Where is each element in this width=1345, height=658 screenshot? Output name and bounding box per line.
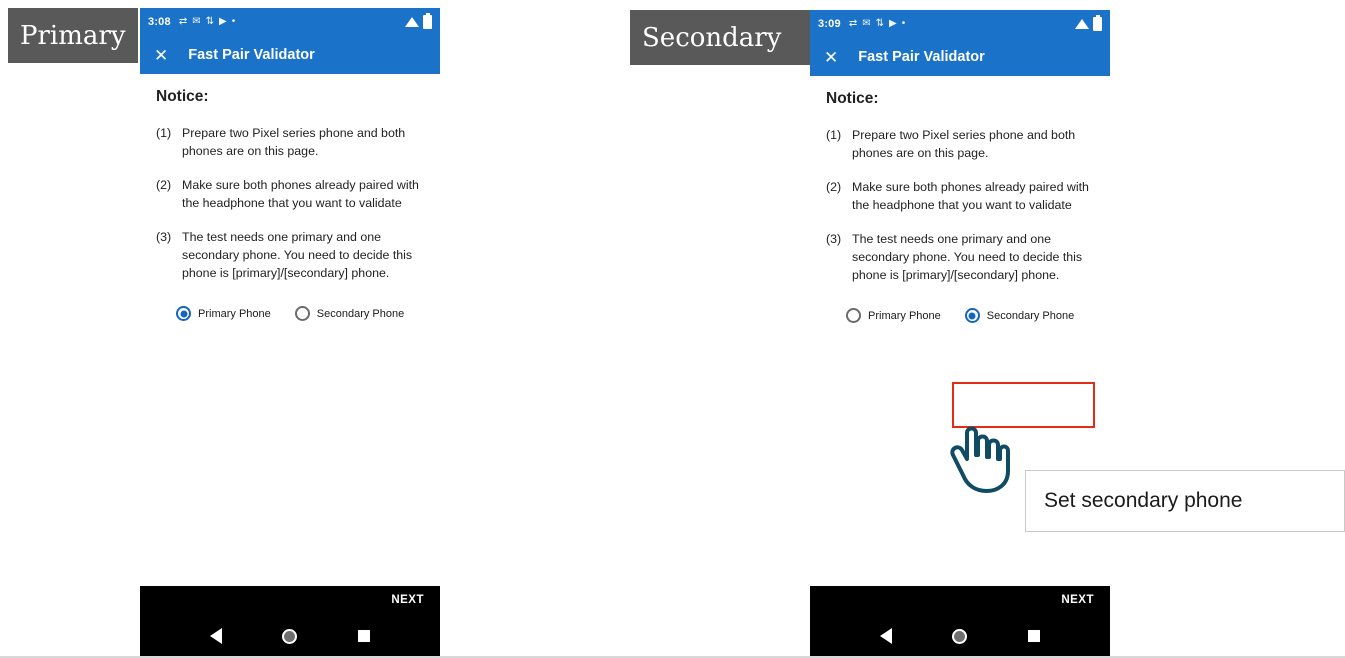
home-icon[interactable]	[952, 629, 967, 644]
radio-option-secondary-phone[interactable]	[965, 308, 1074, 323]
list-item	[826, 178, 1094, 214]
app-bar	[140, 36, 440, 74]
radio-primary-phone-icon[interactable]	[846, 308, 861, 323]
sync-icon: ⇄	[848, 18, 858, 29]
app-title: Fast Pair Validator	[858, 49, 985, 65]
step-number: (3)	[156, 230, 172, 244]
radio-primary-phone-icon[interactable]	[176, 306, 191, 321]
sync-icon: ⇄	[178, 16, 188, 27]
system-navigation-bar	[810, 614, 1110, 658]
bluetooth-icon: ⇅	[875, 18, 884, 29]
notice-heading: Notice:	[156, 88, 209, 105]
primary-phone-screenshot	[140, 8, 440, 658]
messages-icon: ✉	[192, 16, 201, 27]
secondary-phone-screenshot	[810, 10, 1110, 658]
step-text: Prepare two Pixel series phone and both phones are on this page.	[182, 126, 406, 158]
radio-secondary-phone-label: Secondary Phone	[986, 309, 1075, 322]
radio-option-secondary-phone[interactable]	[295, 306, 404, 321]
pointer-hand-icon	[945, 415, 1015, 495]
bottom-area	[140, 586, 440, 658]
step-text: Make sure both phones already paired with the headphone that you want to validate	[852, 180, 1089, 212]
status-right-group	[405, 15, 432, 29]
close-icon[interactable]: ✕	[154, 45, 169, 65]
youtube-icon: ▶	[889, 18, 897, 29]
recents-icon[interactable]	[358, 630, 370, 642]
next-button[interactable]: NEXT	[391, 594, 424, 606]
list-item	[156, 124, 424, 160]
status-bar	[140, 8, 440, 36]
bottom-area	[810, 586, 1110, 658]
list-item	[156, 228, 424, 282]
close-icon[interactable]: ✕	[824, 47, 839, 67]
list-item	[156, 176, 424, 212]
step-text: The test needs one primary and one secondary phone. You need to decide this phone is [primary]/[secondary] phone.	[182, 230, 413, 280]
secondary-annotation-tag: Secondary	[630, 10, 810, 65]
radio-primary-phone-label: Primary Phone	[868, 309, 941, 322]
radio-secondary-phone-icon[interactable]	[295, 306, 310, 321]
radio-option-primary-phone[interactable]	[176, 306, 271, 321]
back-icon[interactable]	[210, 628, 222, 644]
home-icon[interactable]	[282, 629, 297, 644]
status-bar	[810, 10, 1110, 38]
next-button[interactable]: NEXT	[1061, 594, 1094, 606]
youtube-icon: ▶	[219, 16, 227, 27]
status-clock: 3:09	[818, 18, 841, 30]
step-number: (1)	[156, 126, 172, 140]
list-item	[826, 230, 1094, 284]
wifi-icon	[405, 17, 419, 27]
step-text: The test needs one primary and one secondary phone. You need to decide this phone is [primary]/[secondary] phone.	[852, 232, 1083, 282]
phone-role-radio-group	[826, 308, 1094, 323]
back-icon[interactable]	[880, 628, 892, 644]
bluetooth-icon: ⇅	[205, 16, 214, 27]
callout-text: Set secondary phone	[1044, 489, 1243, 512]
content-area	[810, 76, 1110, 323]
app-bar	[810, 38, 1110, 76]
callout-box	[1025, 470, 1345, 532]
phone-role-radio-group	[156, 306, 424, 321]
wifi-icon	[1075, 19, 1089, 29]
step-number: (3)	[826, 232, 842, 246]
messages-icon: ✉	[862, 18, 871, 29]
next-bar	[810, 586, 1110, 614]
radio-primary-phone-label: Primary Phone	[198, 307, 271, 320]
recents-icon[interactable]	[1028, 630, 1040, 642]
status-clock: 3:08	[148, 16, 171, 28]
instruction-list	[156, 124, 424, 282]
primary-annotation-tag: Primary	[8, 8, 138, 63]
system-navigation-bar	[140, 614, 440, 658]
step-text: Prepare two Pixel series phone and both phones are on this page.	[852, 128, 1076, 160]
status-icon-group	[849, 19, 905, 29]
list-item	[826, 126, 1094, 162]
step-text: Make sure both phones already paired with the headphone that you want to validate	[182, 178, 419, 210]
notice-heading: Notice:	[826, 90, 879, 107]
radio-option-primary-phone[interactable]	[846, 308, 941, 323]
radio-secondary-phone-label: Secondary Phone	[316, 307, 405, 320]
step-number: (1)	[826, 128, 842, 142]
instruction-list	[826, 126, 1094, 284]
radio-secondary-phone-icon[interactable]	[965, 308, 980, 323]
app-title: Fast Pair Validator	[188, 47, 315, 63]
battery-icon	[1093, 17, 1102, 31]
step-number: (2)	[826, 180, 842, 194]
step-number: (2)	[156, 178, 172, 192]
status-right-group	[1075, 17, 1102, 31]
status-icon-group	[179, 17, 235, 27]
dot-icon: •	[901, 18, 906, 29]
dot-icon: •	[231, 16, 236, 27]
next-bar	[140, 586, 440, 614]
content-area	[140, 74, 440, 321]
battery-icon	[423, 15, 432, 29]
